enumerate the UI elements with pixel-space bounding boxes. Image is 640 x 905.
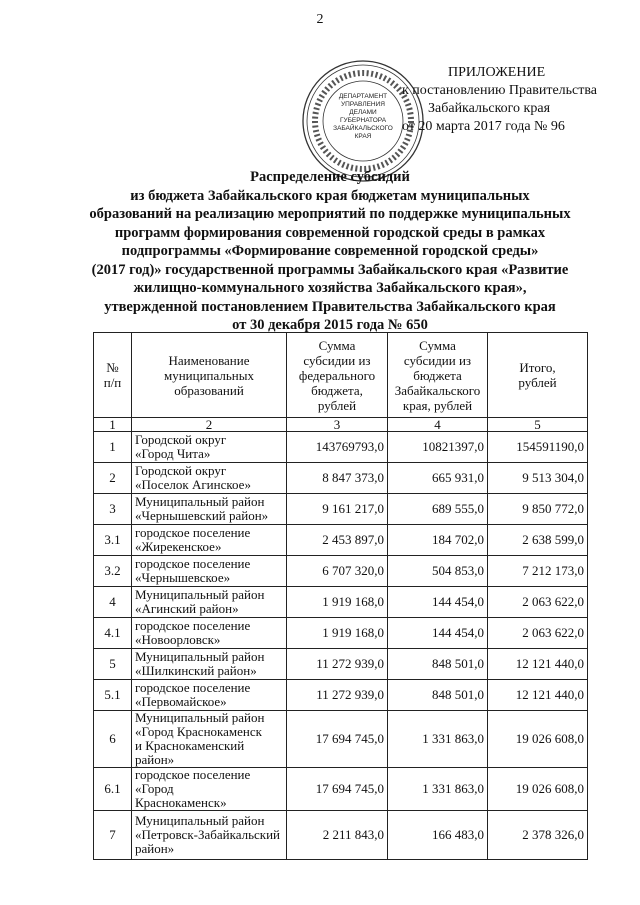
row-total-amount: 7 212 173,0	[488, 556, 588, 587]
row-number: 1	[94, 432, 132, 463]
row-regional-amount: 504 853,0	[388, 556, 488, 587]
header-number: № п/п	[94, 333, 132, 418]
row-regional-amount: 689 555,0	[388, 494, 488, 525]
table-body	[94, 432, 588, 860]
row-federal-amount: 9 161 217,0	[287, 494, 388, 525]
row-municipality: городское поселение «Город Краснокаменск»	[132, 768, 287, 811]
row-regional-amount: 144 454,0	[388, 618, 488, 649]
row-regional-amount: 848 501,0	[388, 680, 488, 711]
column-index: 4	[388, 418, 488, 432]
title-line: (2017 год)» государственной программы Забайкальского края «Развитие	[91, 261, 569, 278]
appendix-line-3: от 20 марта 2017 года № 96	[402, 119, 565, 134]
row-total-amount: 2 063 622,0	[488, 618, 588, 649]
row-federal-amount: 1 919 168,0	[287, 618, 388, 649]
table-row	[94, 618, 588, 649]
row-total-amount: 2 063 622,0	[488, 587, 588, 618]
title-line: программ формирования современной городской среды в рамках	[114, 224, 546, 241]
row-federal-amount: 11 272 939,0	[287, 649, 388, 680]
title-line: от 30 декабря 2015 года № 650	[232, 317, 428, 333]
row-total-amount: 2 378 326,0	[488, 811, 588, 860]
table-row	[94, 680, 588, 711]
row-regional-amount: 1 331 863,0	[388, 768, 488, 811]
table-row	[94, 587, 588, 618]
row-number: 3.2	[94, 556, 132, 587]
row-municipality: городское поселение «Чернышевское»	[132, 556, 287, 587]
row-municipality: городское поселение «Первомайское»	[132, 680, 287, 711]
row-municipality: Муниципальный район «Город Краснокаменск и Краснокаменский район»	[132, 711, 287, 768]
column-index-row	[94, 418, 588, 432]
appendix-block	[402, 64, 634, 136]
row-municipality: Муниципальный район «Шилкинский район»	[132, 649, 287, 680]
row-regional-amount: 10821397,0	[388, 432, 488, 463]
table-row	[94, 463, 588, 494]
column-index: 5	[488, 418, 588, 432]
table-row	[94, 649, 588, 680]
row-municipality: Городской округ «Город Чита»	[132, 432, 287, 463]
row-total-amount: 12 121 440,0	[488, 649, 588, 680]
title-line: подпрограммы «Формирование современной городской среды»	[121, 243, 539, 259]
table-row	[94, 768, 588, 811]
row-regional-amount: 144 454,0	[388, 587, 488, 618]
row-number: 7	[94, 811, 132, 860]
row-municipality: Городской округ «Поселок Агинское»	[132, 463, 287, 494]
row-number: 5.1	[94, 680, 132, 711]
row-municipality: городское поселение «Новоорловск»	[132, 618, 287, 649]
row-total-amount: 2 638 599,0	[488, 525, 588, 556]
title-line: утвержденной постановлением Правительства Забайкальского края	[104, 298, 556, 315]
row-number: 3	[94, 494, 132, 525]
table-row	[94, 811, 588, 860]
subsidy-table	[93, 332, 588, 860]
row-municipality: Муниципальный район «Петровск-Забайкальский район»	[132, 811, 287, 860]
row-regional-amount: 1 331 863,0	[388, 711, 488, 768]
row-regional-amount: 166 483,0	[388, 811, 488, 860]
row-number: 4.1	[94, 618, 132, 649]
title-line: Распределение субсидий	[250, 169, 410, 185]
row-municipality: Муниципальный район «Чернышевский район»	[132, 494, 287, 525]
appendix-heading: ПРИЛОЖЕНИЕ	[448, 65, 546, 80]
stamp-inner-text: ДЕПАРТАМЕНТ УПРАВЛЕНИЯ ДЕЛАМИ ГУБЕРНАТОРА ЗАБАЙКАЛЬСКОГО КРАЯ	[333, 93, 393, 140]
table-row	[94, 525, 588, 556]
header-name: Наименование муниципальных образований	[132, 333, 287, 418]
row-number: 6.1	[94, 768, 132, 811]
row-federal-amount: 8 847 373,0	[287, 463, 388, 494]
header-regional: Сумма субсидии из бюджета Забайкальского края, рублей	[388, 333, 488, 418]
header-total: Итого, рублей	[488, 333, 588, 418]
row-federal-amount: 2 453 897,0	[287, 525, 388, 556]
header-federal: Сумма субсидии из федерального бюджета, рублей	[287, 333, 388, 418]
row-federal-amount: 1 919 168,0	[287, 587, 388, 618]
row-total-amount: 19 026 608,0	[488, 711, 588, 768]
row-regional-amount: 665 931,0	[388, 463, 488, 494]
appendix-line-1: к постановлению Правительства	[402, 83, 598, 98]
row-federal-amount: 6 707 320,0	[287, 556, 388, 587]
row-number: 4	[94, 587, 132, 618]
row-municipality: городское поселение «Жирекенское»	[132, 525, 287, 556]
row-total-amount: 12 121 440,0	[488, 680, 588, 711]
row-total-amount: 154591190,0	[488, 432, 588, 463]
page-number: 2	[316, 12, 324, 27]
appendix-line-2: Забайкальского края	[428, 101, 551, 116]
row-federal-amount: 2 211 843,0	[287, 811, 388, 860]
title-line: из бюджета Забайкальского края бюджетам муниципальных	[130, 187, 530, 204]
row-total-amount: 9 513 304,0	[488, 463, 588, 494]
row-regional-amount: 184 702,0	[388, 525, 488, 556]
row-total-amount: 9 850 772,0	[488, 494, 588, 525]
column-index: 3	[287, 418, 388, 432]
table-row	[94, 494, 588, 525]
title-line: образований на реализацию мероприятий по поддержке муниципальных	[89, 206, 571, 222]
document-title	[60, 168, 600, 335]
title-line: жилищно-коммунального хозяйства Забайкальского края»,	[133, 280, 527, 296]
table-row	[94, 432, 588, 463]
row-federal-amount: 143769793,0	[287, 432, 388, 463]
row-number: 6	[94, 711, 132, 768]
table-row	[94, 711, 588, 768]
row-number: 2	[94, 463, 132, 494]
row-number: 5	[94, 649, 132, 680]
row-federal-amount: 11 272 939,0	[287, 680, 388, 711]
table-header-row	[94, 333, 588, 418]
column-index: 1	[94, 418, 132, 432]
table-row	[94, 556, 588, 587]
row-federal-amount: 17 694 745,0	[287, 711, 388, 768]
row-regional-amount: 848 501,0	[388, 649, 488, 680]
row-number: 3.1	[94, 525, 132, 556]
row-municipality: Муниципальный район «Агинский район»	[132, 587, 287, 618]
row-federal-amount: 17 694 745,0	[287, 768, 388, 811]
column-index: 2	[132, 418, 287, 432]
row-total-amount: 19 026 608,0	[488, 768, 588, 811]
